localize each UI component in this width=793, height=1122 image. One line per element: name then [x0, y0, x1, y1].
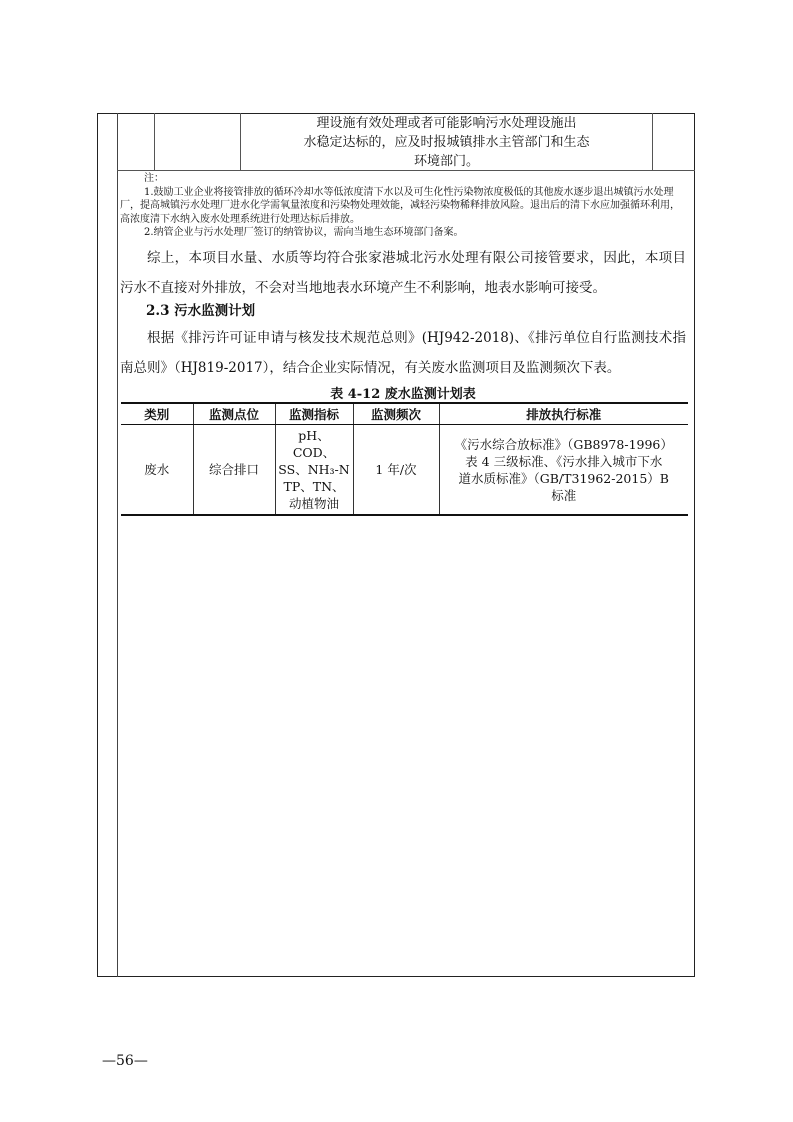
cell-indicators	[275, 425, 353, 516]
page-number: —56—	[102, 1053, 148, 1069]
header-indicators: 监测指标	[275, 403, 353, 425]
continuation-cell-2	[155, 113, 241, 171]
table-row	[121, 425, 688, 516]
notes-block	[120, 172, 686, 240]
cell-point: 综合排口	[193, 425, 275, 516]
note-item-2: 2.纳管企业与污水处理厂签订的纳管协议，需向当地生态环境部门备案。	[144, 227, 464, 238]
standard-line: 标准	[551, 487, 577, 503]
cell-category: 废水	[121, 425, 193, 516]
standard-line: 《污水综合放标准》（GB8978-1996）	[454, 436, 673, 452]
continuation-cell-1	[117, 113, 155, 171]
continuation-table	[117, 113, 695, 173]
table-caption: 表 4-12 废水监测计划表	[330, 387, 476, 402]
indicator-line: SS、NH₃-N	[278, 462, 350, 477]
section-heading: 2.3 污水监测计划	[146, 303, 256, 319]
intro-paragraph: 根据《排污许可证申请与核发技术规范总则》(HJ942-2018)、《排污单位自行监测技术指南总则》（HJ819-2017），结合企业实际情况，有关废水监测项目及监测频次下表。	[120, 330, 686, 376]
continuation-cell-4	[653, 113, 695, 171]
continuation-line-2: 水稳定达标的，应及时报城镇排水主管部门和生态	[303, 135, 590, 150]
indicator-line: 动植物油	[288, 496, 339, 511]
header-point: 监测点位	[193, 403, 275, 425]
continuation-cell-requirement	[241, 113, 653, 171]
summary-paragraph-block	[120, 243, 686, 303]
indicator-line: TP、TN、	[283, 479, 345, 494]
continuation-line-3: 环境部门。	[413, 154, 479, 169]
notes-title: 注：	[144, 173, 164, 184]
indicator-line: pH、COD、	[292, 428, 336, 460]
monitoring-plan-table	[121, 402, 688, 516]
frame-inner-divider	[117, 113, 118, 977]
intro-paragraph-block	[120, 323, 686, 383]
cell-standard	[439, 425, 688, 516]
standard-line: 道水质标准》（GB/T31962-2015）B	[458, 470, 669, 486]
standard-line: 表 4 三级标准、《污水排入城市下水	[465, 453, 663, 469]
note-item-1: 1.鼓励工业企业将接管排放的循环冷却水等低浓度清下水以及可生化性污染物浓度极低的其他废水逐步退出城镇污水处理厂，提高城镇污水处理厂进水化学需氧量浓度和污染物处理效能，减轻污染物稀释排放风险。退出后的清下水应加强循环利用，高浓度清下水纳入废水处理系统进行处理达标后排放。	[120, 186, 680, 225]
summary-paragraph: 综上，本项目水量、水质等均符合张家港城北污水处理有限公司接管要求，因此，本项目污水不直接对外排放，不会对当地地表水环境产生不利影响，地表水影响可接受。	[120, 250, 686, 296]
table-header-row	[121, 403, 688, 425]
header-standard: 排放执行标准	[439, 403, 688, 425]
header-frequency: 监测频次	[353, 403, 439, 425]
cell-frequency: 1 年/次	[353, 425, 439, 516]
header-category: 类别	[121, 403, 193, 425]
continuation-line-1: 理设施有效处理或者可能影响污水处理设施出	[316, 116, 577, 131]
